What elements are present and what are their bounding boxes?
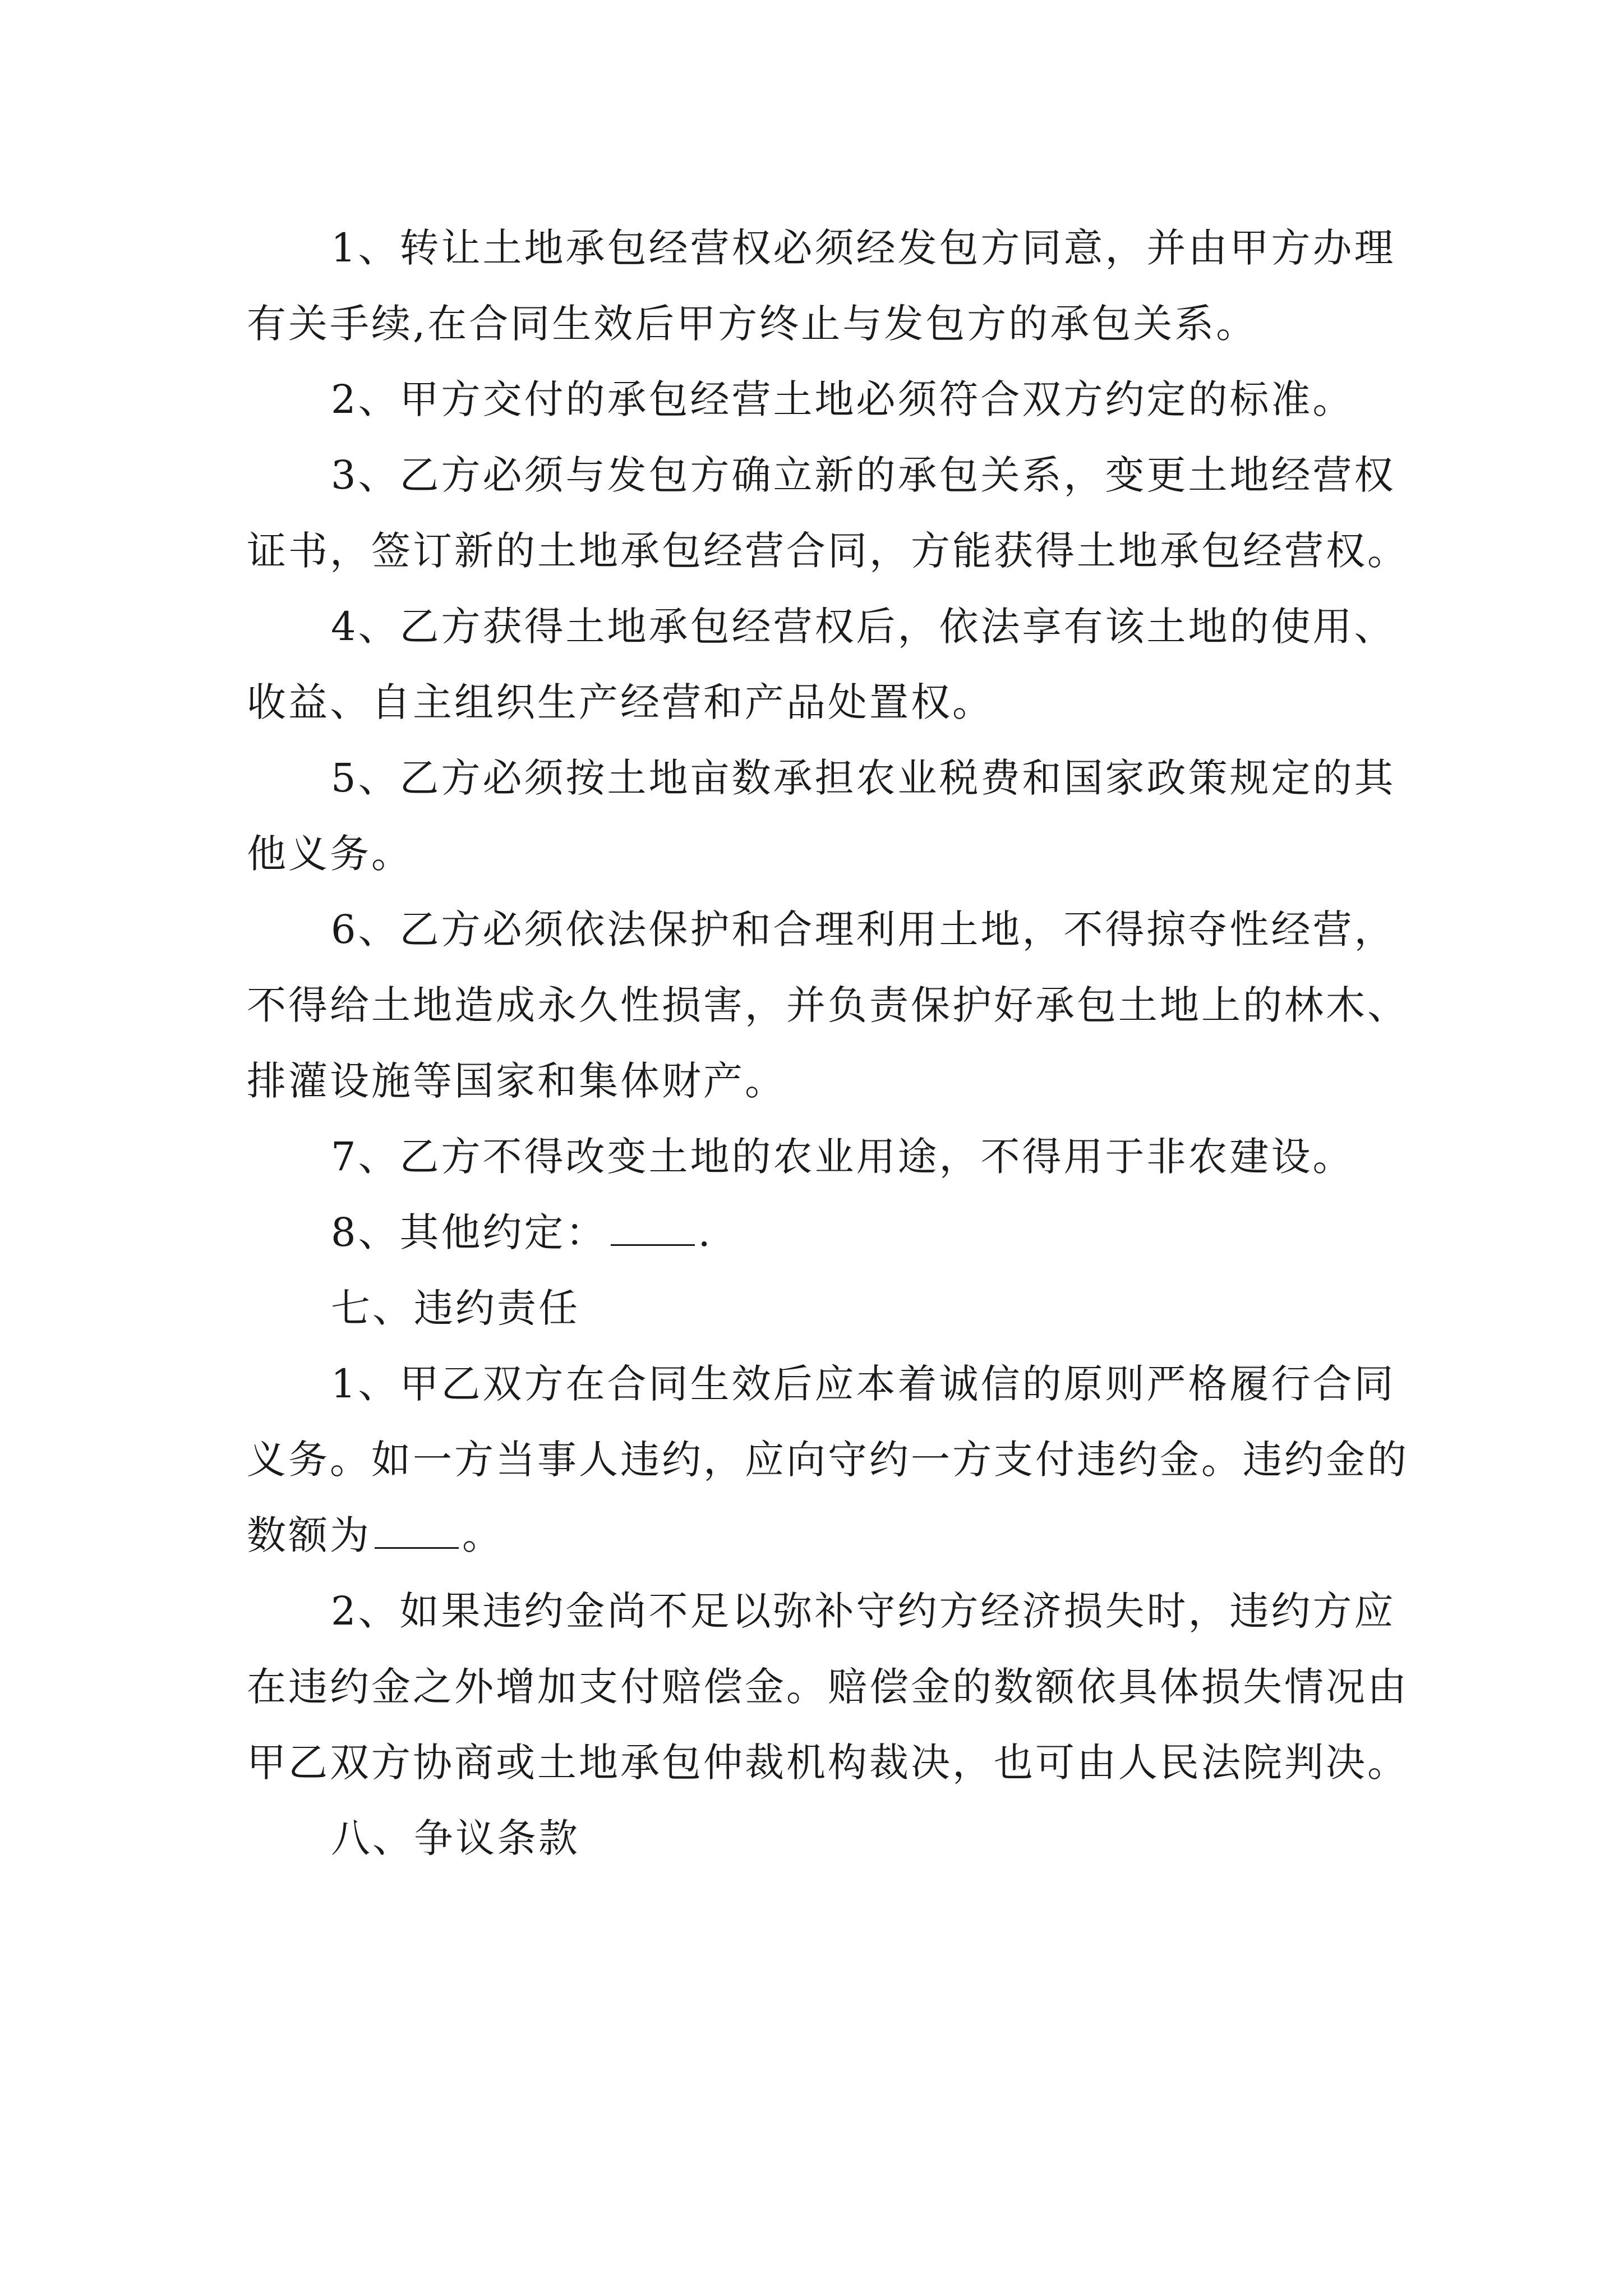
clause-protection: 6、乙方必须依法保护和合理利用土地，不得掠夺性经营，不得给土地造成永久性损害，并负责保护好承包土地上的林木、排灌设施等国家和集体财产。 [247,907,1409,1104]
clause-transfer-consent: 1、转让土地承包经营权必须经发包方同意，并由甲方办理有关手续,在合同生效后甲方终止与发包方的承包关系。 [247,225,1396,347]
document-body [247,210,1419,1876]
clause-other-agreements-end: . [698,1209,713,1255]
clause-penalty [247,1346,1419,1573]
fill-blank [375,1513,459,1549]
clause-new-contract: 3、乙方必须与发包方确立新的承包关系，变更土地经营权证书，签订新的土地承包经营合同，方能获得土地承包经营权。 [247,452,1409,574]
clause-penalty-text: 1、甲乙双方在合同生效后应本着诚信的原则严格履行合同义务。如一方当事人违约，应向守约一方支付违约金。违约金的数额为 [247,1361,1409,1558]
clause-compensation: 2、如果违约金尚不足以弥补守约方经济损失时，违约方应在违约金之外增加支付赔偿金。赔偿金的数额依具体损失情况由甲乙双方协商或土地承包仲裁机构裁决，也可由人民法院判决。 [247,1588,1409,1786]
clause-other-agreements [247,1195,1419,1271]
section-heading-dispute: 八、争议条款 [331,1815,580,1861]
clause-taxes: 5、乙方必须按土地亩数承担农业税费和国家政策规定的其他义务。 [247,755,1396,877]
clause-other-agreements-text: 8、其他约定： [331,1209,607,1255]
clause-rights: 4、乙方获得土地承包经营权后，依法享有该土地的使用、收益、自主组织生产经营和产品处置权。 [247,604,1396,725]
clause-penalty-end: 。 [462,1512,504,1558]
clause-agricultural-use: 7、乙方不得改变土地的农业用途，不得用于非农建设。 [331,1134,1354,1180]
section-heading-breach: 七、违约责任 [331,1285,580,1331]
fill-blank [611,1211,695,1246]
clause-land-standard: 2、甲方交付的承包经营土地必须符合双方约定的标准。 [331,376,1354,422]
